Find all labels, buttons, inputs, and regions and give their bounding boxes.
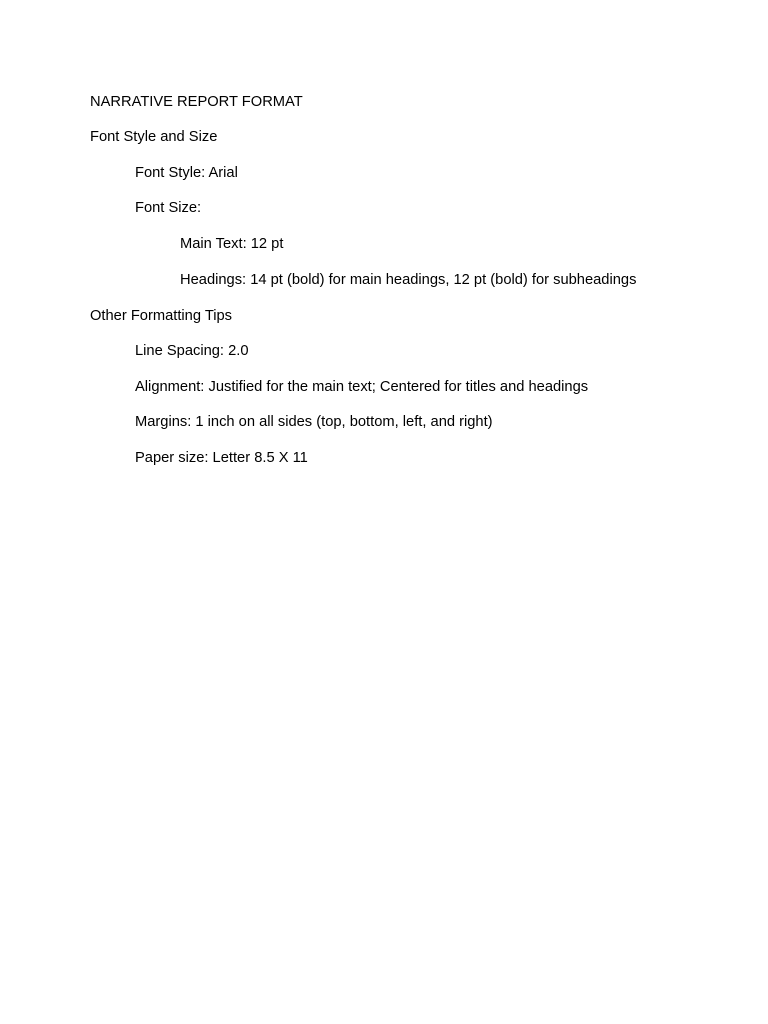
main-text-size-item: Main Text: 12 pt [180,236,284,252]
font-size-item: Font Size: [135,200,202,216]
headings-size-item: Headings: 14 pt (bold) for main headings, 12 pt (bold) for subheadings [180,272,637,288]
section-heading-font-style-and-size: Font Style and Size [90,129,218,145]
font-style-item: Font Style: Arial [135,165,238,181]
paper-size-item: Paper size: Letter 8.5 X 11 [135,450,308,466]
section-heading-other-formatting-tips: Other Formatting Tips [90,308,233,324]
margins-item: Margins: 1 inch on all sides (top, bottom, left, and right) [135,414,493,430]
document-title: NARRATIVE REPORT FORMAT [90,94,303,110]
line-spacing-item: Line Spacing: 2.0 [135,343,249,359]
alignment-item: Alignment: Justified for the main text; Centered for titles and headings [135,379,589,395]
